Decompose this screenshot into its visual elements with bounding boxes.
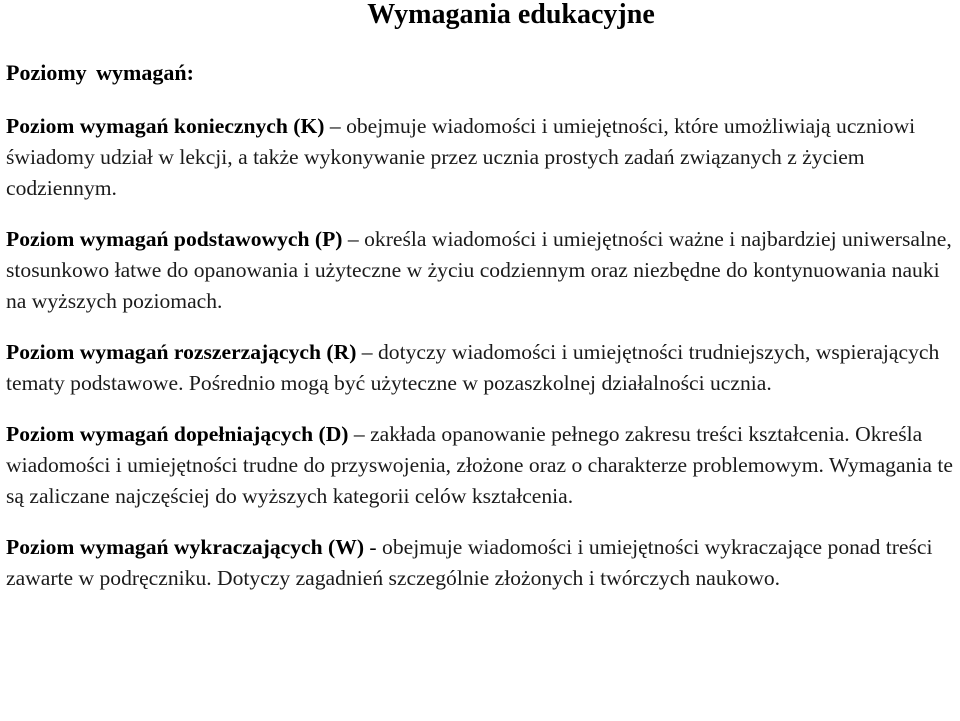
paragraph-term: Poziom wymagań podstawowych (P) bbox=[6, 227, 343, 251]
paragraph-text: dotyczy wiadomości i umiejętności trudniejszych, wspierających tematy podstawowe. Pośrednio mogą być użyteczne w pozaszkolnej działalności ucznia. bbox=[6, 340, 940, 395]
paragraph-separator: – bbox=[342, 227, 365, 251]
paragraph-term: Poziom wymagań koniecznych (K) bbox=[6, 114, 325, 138]
paragraph-term: Poziom wymagań wykraczających (W) bbox=[6, 535, 365, 559]
paragraph-separator: - bbox=[364, 535, 383, 559]
levels-heading: Poziomy wymagań: bbox=[6, 60, 194, 85]
paragraph-level-r bbox=[6, 337, 958, 399]
paragraph-text: zakłada opanowanie pełnego zakresu treści kształcenia. Określa wiadomości i umiejętności trudne do przyswojenia, złożone oraz o charakterze problemowym. Wymagania te są zaliczane najczęściej do wyższych kategorii celów kształcenia. bbox=[6, 422, 953, 508]
paragraph-separator: – bbox=[324, 114, 347, 138]
paragraph-level-k bbox=[6, 111, 958, 204]
paragraph-level-w bbox=[6, 532, 958, 594]
paragraph-text: obejmuje wiadomości i umiejętności wykraczające ponad treści zawarte w podręczniku. Dotyczy zagadnień szczególnie złożonych i twórczych naukowo. bbox=[6, 535, 933, 590]
paragraph-separator: – bbox=[348, 422, 371, 446]
document-body bbox=[6, 111, 958, 614]
paragraph-level-d bbox=[6, 419, 958, 512]
paragraph-separator: – bbox=[356, 340, 378, 364]
paragraph-text: określa wiadomości i umiejętności ważne i najbardziej uniwersalne, stosunkowo łatwe do opanowania i użyteczne w życiu codziennym oraz niezbędne do kontynuowania nauki na wyższych poziomach. bbox=[6, 227, 952, 313]
document-title: Wymagania edukacyjne bbox=[367, 0, 655, 30]
paragraph-term: Poziom wymagań rozszerzających (R) bbox=[6, 340, 357, 364]
paragraph-level-p bbox=[6, 224, 958, 317]
paragraph-term: Poziom wymagań dopełniających (D) bbox=[6, 422, 349, 446]
paragraph-text: obejmuje wiadomości i umiejętności, które umożliwiają uczniowi świadomy udział w lekcji, a także wykonywanie przez ucznia prostych zadań związanych z życiem codziennym. bbox=[6, 114, 916, 200]
